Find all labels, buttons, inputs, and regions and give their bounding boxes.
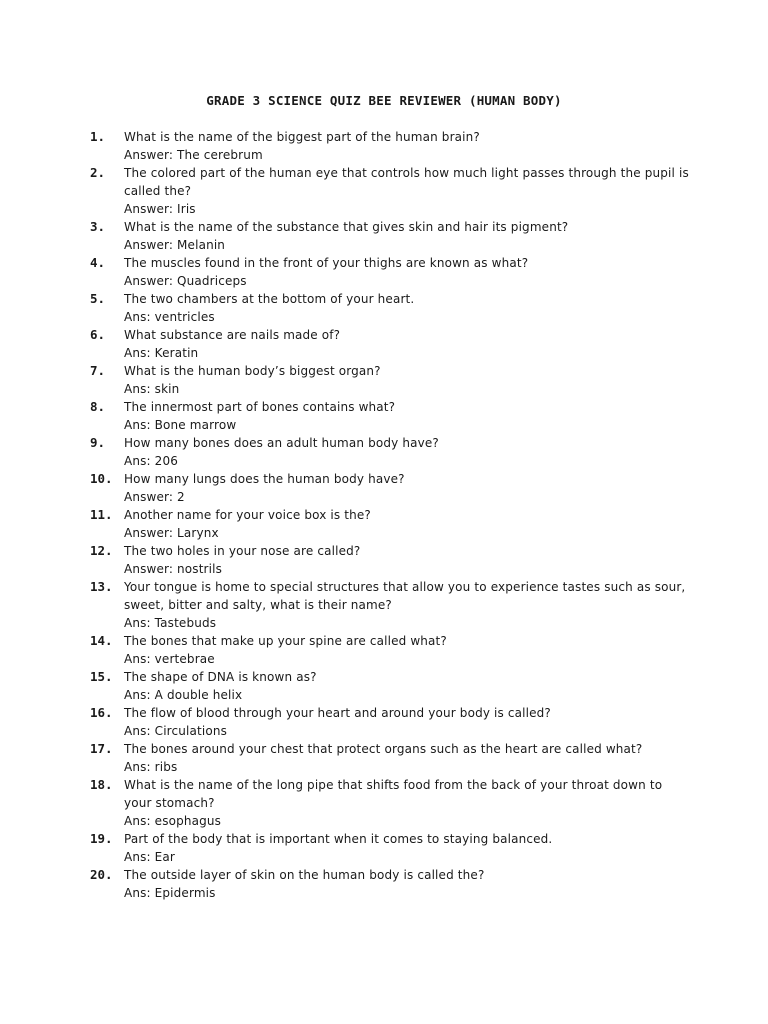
answer-text: Ans: Bone marrow bbox=[124, 418, 237, 432]
question-item bbox=[90, 866, 690, 902]
answer-text: Answer: nostrils bbox=[124, 562, 223, 576]
answer-text: Ans: Tastebuds bbox=[124, 616, 217, 630]
question-item bbox=[90, 704, 690, 740]
answer-text: Answer: Quadriceps bbox=[124, 274, 247, 288]
question-body bbox=[124, 740, 690, 776]
question-number: 14. bbox=[90, 633, 113, 648]
question-number: 4. bbox=[90, 255, 106, 270]
answer-text: Ans: Circulations bbox=[124, 724, 227, 738]
answer-text: Ans: A double helix bbox=[124, 688, 243, 702]
question-item bbox=[90, 398, 690, 434]
question-text: What substance are nails made of? bbox=[124, 328, 341, 342]
question-item bbox=[90, 326, 690, 362]
question-number: 1. bbox=[90, 129, 106, 144]
question-number: 18. bbox=[90, 777, 113, 792]
question-text: The colored part of the human eye that controls how much light passes through the pupil is called the? bbox=[124, 166, 689, 198]
question-item bbox=[90, 542, 690, 578]
question-item bbox=[90, 776, 690, 830]
question-body bbox=[124, 362, 690, 398]
answer-text: Ans: Epidermis bbox=[124, 886, 216, 900]
answer-text: Answer: The cerebrum bbox=[124, 148, 263, 162]
question-item bbox=[90, 506, 690, 542]
question-text: The innermost part of bones contains what? bbox=[124, 400, 396, 414]
answer-text: Ans: ventricles bbox=[124, 310, 215, 324]
question-text: The flow of blood through your heart and around your body is called? bbox=[124, 706, 551, 720]
question-text: The outside layer of skin on the human body is called the? bbox=[124, 868, 485, 882]
answer-text: Answer: 2 bbox=[124, 490, 185, 504]
question-number: 3. bbox=[90, 219, 106, 234]
question-item bbox=[90, 830, 690, 866]
question-item bbox=[90, 632, 690, 668]
question-item bbox=[90, 434, 690, 470]
question-list bbox=[90, 128, 690, 902]
question-text: The two chambers at the bottom of your heart. bbox=[124, 292, 415, 306]
answer-text: Ans: vertebrae bbox=[124, 652, 215, 666]
question-text: Part of the body that is important when it comes to staying balanced. bbox=[124, 832, 553, 846]
question-body bbox=[124, 326, 690, 362]
question-body bbox=[124, 578, 690, 632]
question-number: 15. bbox=[90, 669, 113, 684]
question-body bbox=[124, 668, 690, 704]
question-item bbox=[90, 290, 690, 326]
question-number: 13. bbox=[90, 579, 113, 594]
question-text: What is the name of the substance that gives skin and hair its pigment? bbox=[124, 220, 569, 234]
question-body bbox=[124, 542, 690, 578]
question-text: Another name for your voice box is the? bbox=[124, 508, 371, 522]
question-number: 9. bbox=[90, 435, 106, 450]
question-number: 7. bbox=[90, 363, 106, 378]
question-number: 12. bbox=[90, 543, 113, 558]
question-text: What is the name of the biggest part of the human brain? bbox=[124, 130, 480, 144]
question-body bbox=[124, 290, 690, 326]
question-text: The bones that make up your spine are called what? bbox=[124, 634, 447, 648]
question-number: 6. bbox=[90, 327, 106, 342]
question-body bbox=[124, 632, 690, 668]
question-item bbox=[90, 362, 690, 398]
question-number: 11. bbox=[90, 507, 113, 522]
question-item bbox=[90, 164, 690, 218]
question-body bbox=[124, 128, 690, 164]
question-item bbox=[90, 128, 690, 164]
question-number: 5. bbox=[90, 291, 106, 306]
question-body bbox=[124, 830, 690, 866]
answer-text: Ans: Ear bbox=[124, 850, 175, 864]
document-title: GRADE 3 SCIENCE QUIZ BEE REVIEWER (HUMAN BODY) bbox=[206, 93, 562, 108]
question-text: Your tongue is home to special structures that allow you to experience tastes such as sour, sweet, bitter and salty, what is their name? bbox=[124, 580, 686, 612]
question-item bbox=[90, 470, 690, 506]
question-text: The two holes in your nose are called? bbox=[124, 544, 361, 558]
question-item bbox=[90, 668, 690, 704]
question-body bbox=[124, 704, 690, 740]
question-body bbox=[124, 254, 690, 290]
question-number: 10. bbox=[90, 471, 113, 486]
question-body bbox=[124, 506, 690, 542]
question-item bbox=[90, 578, 690, 632]
question-text: The bones around your chest that protect organs such as the heart are called what? bbox=[124, 742, 643, 756]
question-body bbox=[124, 218, 690, 254]
question-body bbox=[124, 470, 690, 506]
answer-text: Ans: skin bbox=[124, 382, 180, 396]
question-number: 20. bbox=[90, 867, 113, 882]
question-number: 2. bbox=[90, 165, 106, 180]
answer-text: Answer: Larynx bbox=[124, 526, 219, 540]
question-body bbox=[124, 164, 690, 218]
question-body bbox=[124, 398, 690, 434]
answer-text: Ans: Keratin bbox=[124, 346, 199, 360]
question-body bbox=[124, 776, 690, 830]
question-text: What is the name of the long pipe that shifts food from the back of your throat down to your stomach? bbox=[124, 778, 663, 810]
question-text: The muscles found in the front of your thighs are known as what? bbox=[124, 256, 529, 270]
question-text: How many bones does an adult human body have? bbox=[124, 436, 439, 450]
question-number: 17. bbox=[90, 741, 113, 756]
question-item bbox=[90, 740, 690, 776]
question-item bbox=[90, 254, 690, 290]
answer-text: Answer: Iris bbox=[124, 202, 196, 216]
question-text: What is the human body’s biggest organ? bbox=[124, 364, 381, 378]
answer-text: Answer: Melanin bbox=[124, 238, 226, 252]
answer-text: Ans: esophagus bbox=[124, 814, 222, 828]
question-number: 19. bbox=[90, 831, 113, 846]
answer-text: Ans: 206 bbox=[124, 454, 179, 468]
answer-text: Ans: ribs bbox=[124, 760, 178, 774]
question-text: The shape of DNA is known as? bbox=[124, 670, 317, 684]
question-number: 8. bbox=[90, 399, 106, 414]
question-text: How many lungs does the human body have? bbox=[124, 472, 405, 486]
question-body bbox=[124, 866, 690, 902]
question-item bbox=[90, 218, 690, 254]
question-body bbox=[124, 434, 690, 470]
question-number: 16. bbox=[90, 705, 113, 720]
